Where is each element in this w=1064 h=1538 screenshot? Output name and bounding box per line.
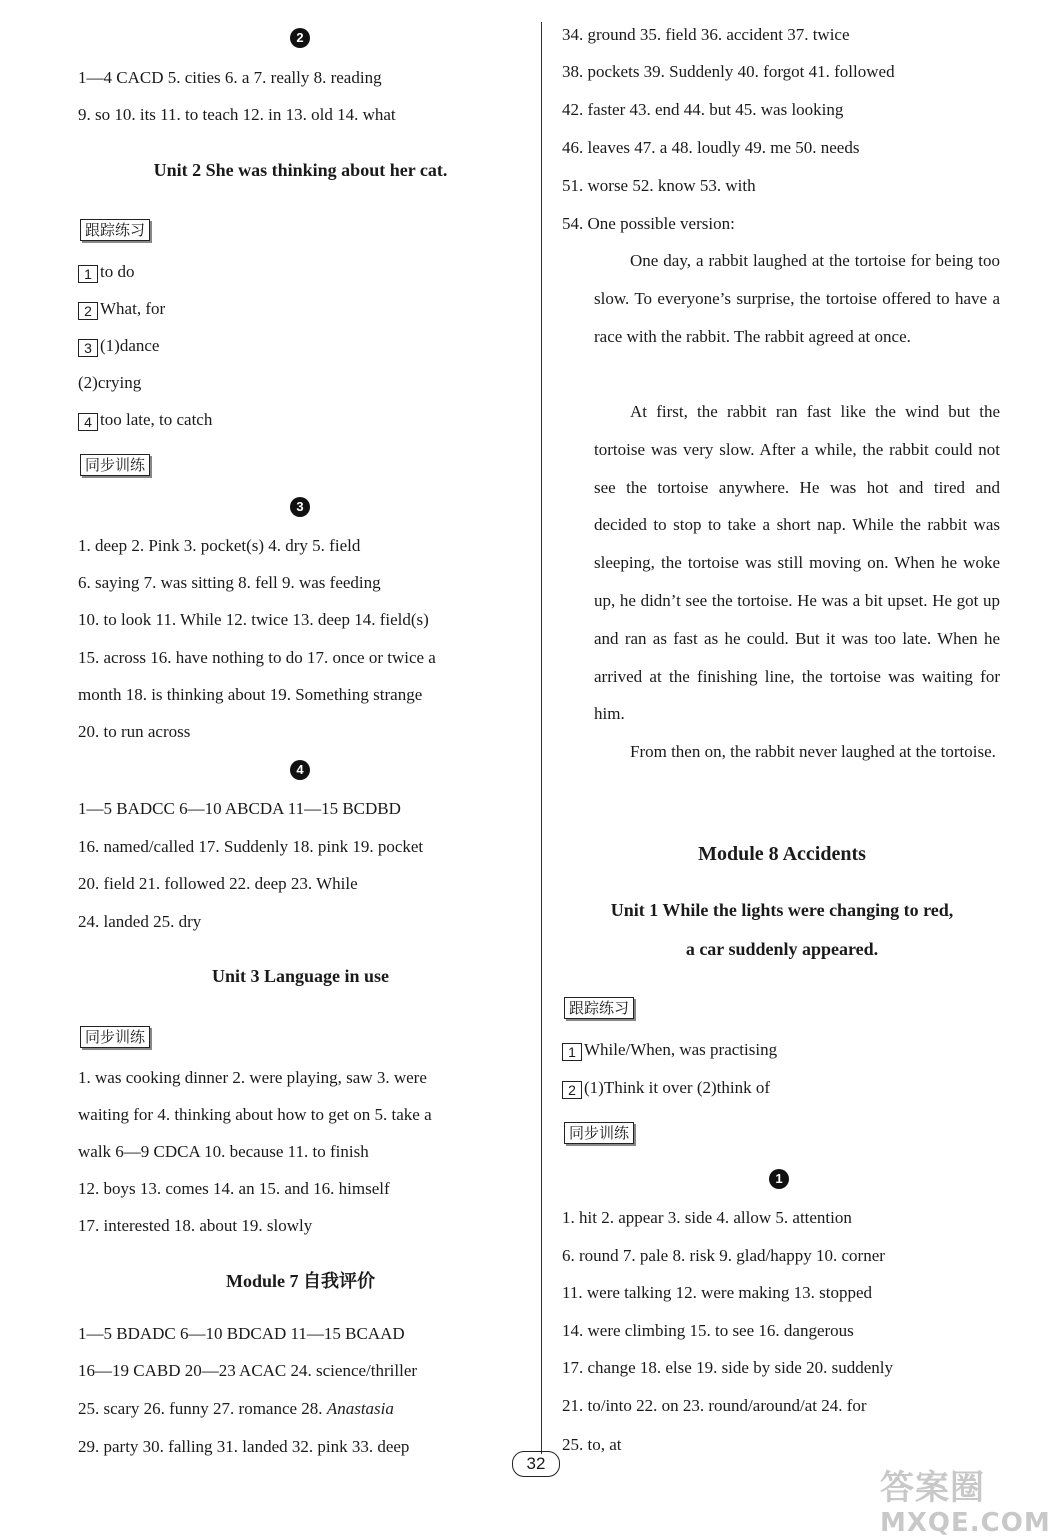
sync-training-tag: 同步训练 — [80, 454, 150, 476]
answer-line: 17. change 18. else 19. side by side 20. suddenly — [562, 1358, 893, 1377]
item-number-box: 1 — [562, 1043, 582, 1061]
item-text: to do — [100, 262, 135, 281]
answer-line: 1—5 BDADC 6—10 BDCAD 11—15 BCAAD — [78, 1324, 405, 1343]
module-8-title: Module 8 Accidents — [698, 843, 866, 865]
watermark-text: 答案圈 — [880, 1468, 985, 1508]
answer-line: 1—4 CACD 5. cities 6. a 7. really 8. reading — [78, 68, 382, 87]
answer-line: 1—5 BADCC 6—10 ABCDA 11—15 BCDBD — [78, 799, 401, 818]
sync-training-tag: 同步训练 — [80, 1026, 150, 1048]
essay-paragraph-1: One day, a rabbit laughed at the tortoise for being too slow. To everyone’s surprise, the tortoise offered to have a race with the rabbit. The rabbit agreed at once. — [594, 251, 1000, 346]
practice-item — [562, 1077, 770, 1099]
answer-line: 42. faster 43. end 44. but 45. was looking — [562, 100, 844, 119]
section-number-3: 3 — [290, 497, 310, 517]
practice-item — [78, 409, 212, 431]
practice-item — [562, 1039, 777, 1061]
answer-line: 9. so 10. its 11. to teach 12. in 13. old 14. what — [78, 105, 396, 124]
tracking-practice-tag: 跟踪练习 — [564, 997, 634, 1019]
answer-line: 46. leaves 47. a 48. loudly 49. me 50. needs — [562, 138, 860, 157]
unit-1-title-line-1: Unit 1 While the lights were changing to red, — [610, 900, 954, 920]
module-7-self-assessment-title: Module 7 自我评价 — [225, 1271, 375, 1291]
answer-line: 25. to, at — [562, 1435, 622, 1454]
sync-training-tag: 同步训练 — [564, 1122, 634, 1144]
watermark-logo — [880, 1468, 1051, 1538]
answer-line: 1. hit 2. appear 3. side 4. allow 5. attention — [562, 1208, 852, 1227]
answer-line: 6. round 7. pale 8. risk 9. glad/happy 10. corner — [562, 1246, 885, 1265]
answer-line: 14. were climbing 15. to see 16. dangerous — [562, 1321, 854, 1340]
practice-item — [78, 261, 134, 283]
answer-line: 11. were talking 12. were making 13. stopped — [562, 1283, 873, 1302]
answer-line: walk 6—9 CDCA 10. because 11. to finish — [78, 1142, 369, 1161]
section-number-4: 4 — [290, 760, 310, 780]
answer-line: 20. field 21. followed 22. deep 23. While — [78, 874, 358, 893]
answer-line: 10. to look 11. While 12. twice 13. deep 14. field(s) — [78, 610, 429, 629]
item-text: (1)dance — [100, 336, 160, 355]
answer-text: 25. scary 26. funny 27. romance 28. — [78, 1399, 327, 1418]
practice-item-continued: (2)crying — [78, 373, 142, 392]
unit-3-title: Unit 3 Language in use — [211, 966, 390, 986]
answer-line — [78, 1398, 394, 1420]
answer-line: 1. was cooking dinner 2. were playing, saw 3. were — [78, 1068, 427, 1087]
section-number-2: 2 — [290, 28, 310, 48]
item-number-box: 3 — [78, 339, 98, 357]
essay-paragraph-3: From then on, the rabbit never laughed at the tortoise. — [630, 742, 996, 761]
item-number-box: 2 — [562, 1081, 582, 1099]
item-text: What, for — [100, 299, 166, 318]
answer-line: waiting for 4. thinking about how to get on 5. take a — [78, 1105, 432, 1124]
answer-line: 17. interested 18. about 19. slowly — [78, 1216, 313, 1235]
answer-line: 15. across 16. have nothing to do 17. once or twice a — [78, 648, 436, 667]
answer-line: 29. party 30. falling 31. landed 32. pink 33. deep — [78, 1437, 410, 1456]
answer-line: 21. to/into 22. on 23. round/around/at 24. for — [562, 1396, 867, 1415]
answer-line: 16—19 CABD 20—23 ACAC 24. science/thriller — [78, 1361, 418, 1380]
item-number-box: 4 — [78, 413, 98, 431]
page-number: 32 — [512, 1451, 560, 1477]
answer-line: 38. pockets 39. Suddenly 40. forgot 41. followed — [562, 62, 895, 81]
practice-item — [78, 335, 159, 357]
practice-item — [78, 298, 165, 320]
item-number-box: 1 — [78, 265, 98, 283]
answer-line: 6. saying 7. was sitting 8. fell 9. was feeding — [78, 573, 381, 592]
answer-line: 20. to run across — [78, 722, 191, 741]
item-number-box: 2 — [78, 302, 98, 320]
answer-line: 51. worse 52. know 53. with — [562, 176, 756, 195]
answer-line: 12. boys 13. comes 14. an 15. and 16. himself — [78, 1179, 390, 1198]
essay-paragraph-2: At first, the rabbit ran fast like the wind but the tortoise was very slow. After a while, the rabbit could not see the tortoise anywhere. He was hot and tired and decided to stop to take a short nap. While the rabbit was sleeping, the tortoise was still moving on. When he woke up, he didn’t see the tortoise. He was a bit upset. He got up and ran as fast as he could. But it was too late. When he arrived at the finishing line, the tortoise was waiting for him. — [594, 402, 1000, 724]
answer-italic-title: Anastasia — [326, 1399, 394, 1418]
answer-line: 24. landed 25. dry — [78, 912, 202, 931]
unit-2-title: Unit 2 She was thinking about her cat. — [153, 160, 448, 180]
answer-line: 1. deep 2. Pink 3. pocket(s) 4. dry 5. field — [78, 536, 361, 555]
section-number-1: 1 — [769, 1169, 789, 1189]
answer-line: 54. One possible version: — [562, 214, 735, 233]
answer-line: month 18. is thinking about 19. Something strange — [78, 685, 423, 704]
tracking-practice-tag: 跟踪练习 — [80, 219, 150, 241]
item-text: (1)Think it over (2)think of — [584, 1078, 771, 1097]
answer-line: 34. ground 35. field 36. accident 37. twice — [562, 25, 850, 44]
watermark-domain: MXQE.COM — [880, 1508, 1051, 1538]
unit-1-title-line-2: a car suddenly appeared. — [685, 939, 879, 959]
item-text: While/When, was practising — [584, 1040, 778, 1059]
answer-line: 16. named/called 17. Suddenly 18. pink 19. pocket — [78, 837, 424, 856]
item-text: too late, to catch — [100, 410, 213, 429]
column-divider — [541, 22, 542, 1454]
